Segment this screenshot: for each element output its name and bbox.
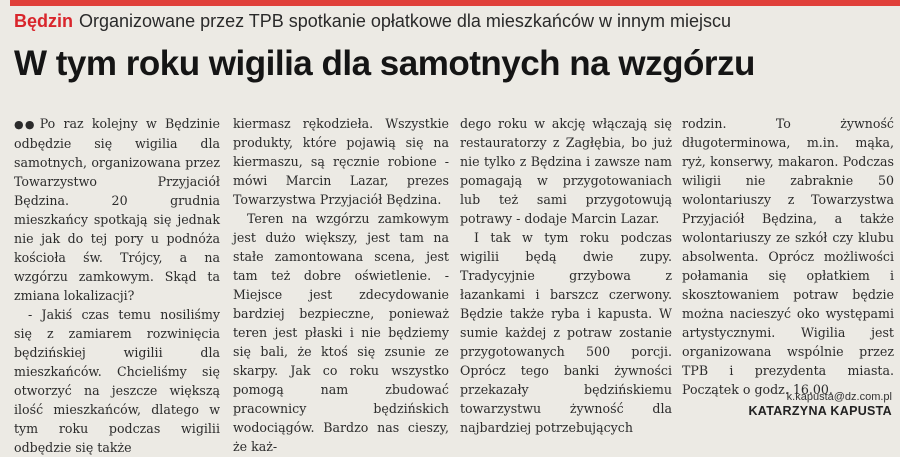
lead-bullets-icon: ●●: [14, 118, 36, 131]
author-name: KATARZYNA KAPUSTA: [748, 404, 892, 418]
paragraph: kiermasz rękodzieła. Wszystkie produkty, które pojawią się na kiermaszu, są ręcznie robione - mówi Marcin Lazar, prezes Towarzystwa Przyjaciół Będzina.: [233, 116, 449, 207]
article-column-1: [14, 114, 220, 457]
paragraph: Teren na wzgórzu zamkowym jest dużo większy, jest tam na stałe zamontowana scena, jest tam też dobre oświetlenie. - Miejsce jest zdecydowanie bardziej bezpieczne, ponieważ teren jest płaski i nie będziemy się bali, że ktoś się zsunie ze skarpy. Jak co roku wszystko pomogą nam zbudować pracownicy będzińskich wodociągów. Bardzo nas cieszy, że każ-: [233, 211, 449, 454]
byline: [748, 390, 892, 418]
author-email: k.kapusta@dz.com.pl: [786, 391, 892, 403]
article-column-2: [233, 114, 449, 456]
paragraph: - Jakiś czas temu nosiliśmy się z zamiarem rozwinięcia będzińskiej wigilii dla mieszkańców. Chcieliśmy się otworzyć na jeszcze większą ilość mieszkańców, dlatego w tym roku podczas wigilii odbędzie się także: [14, 307, 220, 455]
headline: W tym roku wigilia dla samotnych na wzgórzu: [14, 44, 755, 83]
article-column-4: [682, 114, 894, 399]
kicker-text: Organizowane przez TPB spotkanie opłatkowe dla mieszkańców w innym miejscu: [79, 11, 731, 31]
paragraph: [14, 114, 220, 305]
kicker-place: Będzin: [14, 11, 74, 31]
article-body: [0, 114, 900, 455]
kicker-line: [14, 10, 898, 32]
paragraph-text: Po raz kolejny w Będzinie odbędzie się wigilia dla samotnych, organizowana przez Towarzystwo Przyjaciół Będzina. 20 grudnia mieszkańcy spotkają się jednak nie jak do tej pory u podnóża kościoła św. Trójcy, a na wzgórzu zamkowym. Skąd ta zmiana lokalizacji?: [14, 116, 220, 303]
paragraph: I tak w tym roku podczas wigilii będą dwie zupy. Tradycyjnie grzybowa z łazankami i barszcz czerwony. Będzie także ryba i kapusta. W sumie każdej z potraw zostanie przygotowanych 500 porcji. Oprócz tego banki żywności przekazały będzińskiemu towarzystwu żywność dla najbardziej potrzebujących: [460, 230, 672, 435]
red-top-bar: [10, 0, 900, 6]
paragraph: rodzin. To żywność długoterminowa, m.in. mąka, ryż, konserwy, makaron. Podczas wiligii nie zabraknie 50 wolontariuszy z Towarzystwa Przyjaciół Będzina, a także wolontariuszy ze szkół czy klubu absolwenta. Oprócz możliwości połamania się opłatkiem i skosztowaniem potraw będzie można nacieszyć oko występami artystycznymi. Wigilia jest organizowana wspólnie przez TPB i prezydenta miasta. Początek o godz. 16.00.: [682, 116, 894, 397]
article-column-3: [460, 114, 672, 437]
paragraph: dego roku w akcję włączają się restauratorzy z Zagłębia, bo już nie tylko z Będzina i zawsze nam pomagają w przygotowaniach lub też sami przygotowują potrawy - dodaje Marcin Lazar.: [460, 116, 672, 226]
